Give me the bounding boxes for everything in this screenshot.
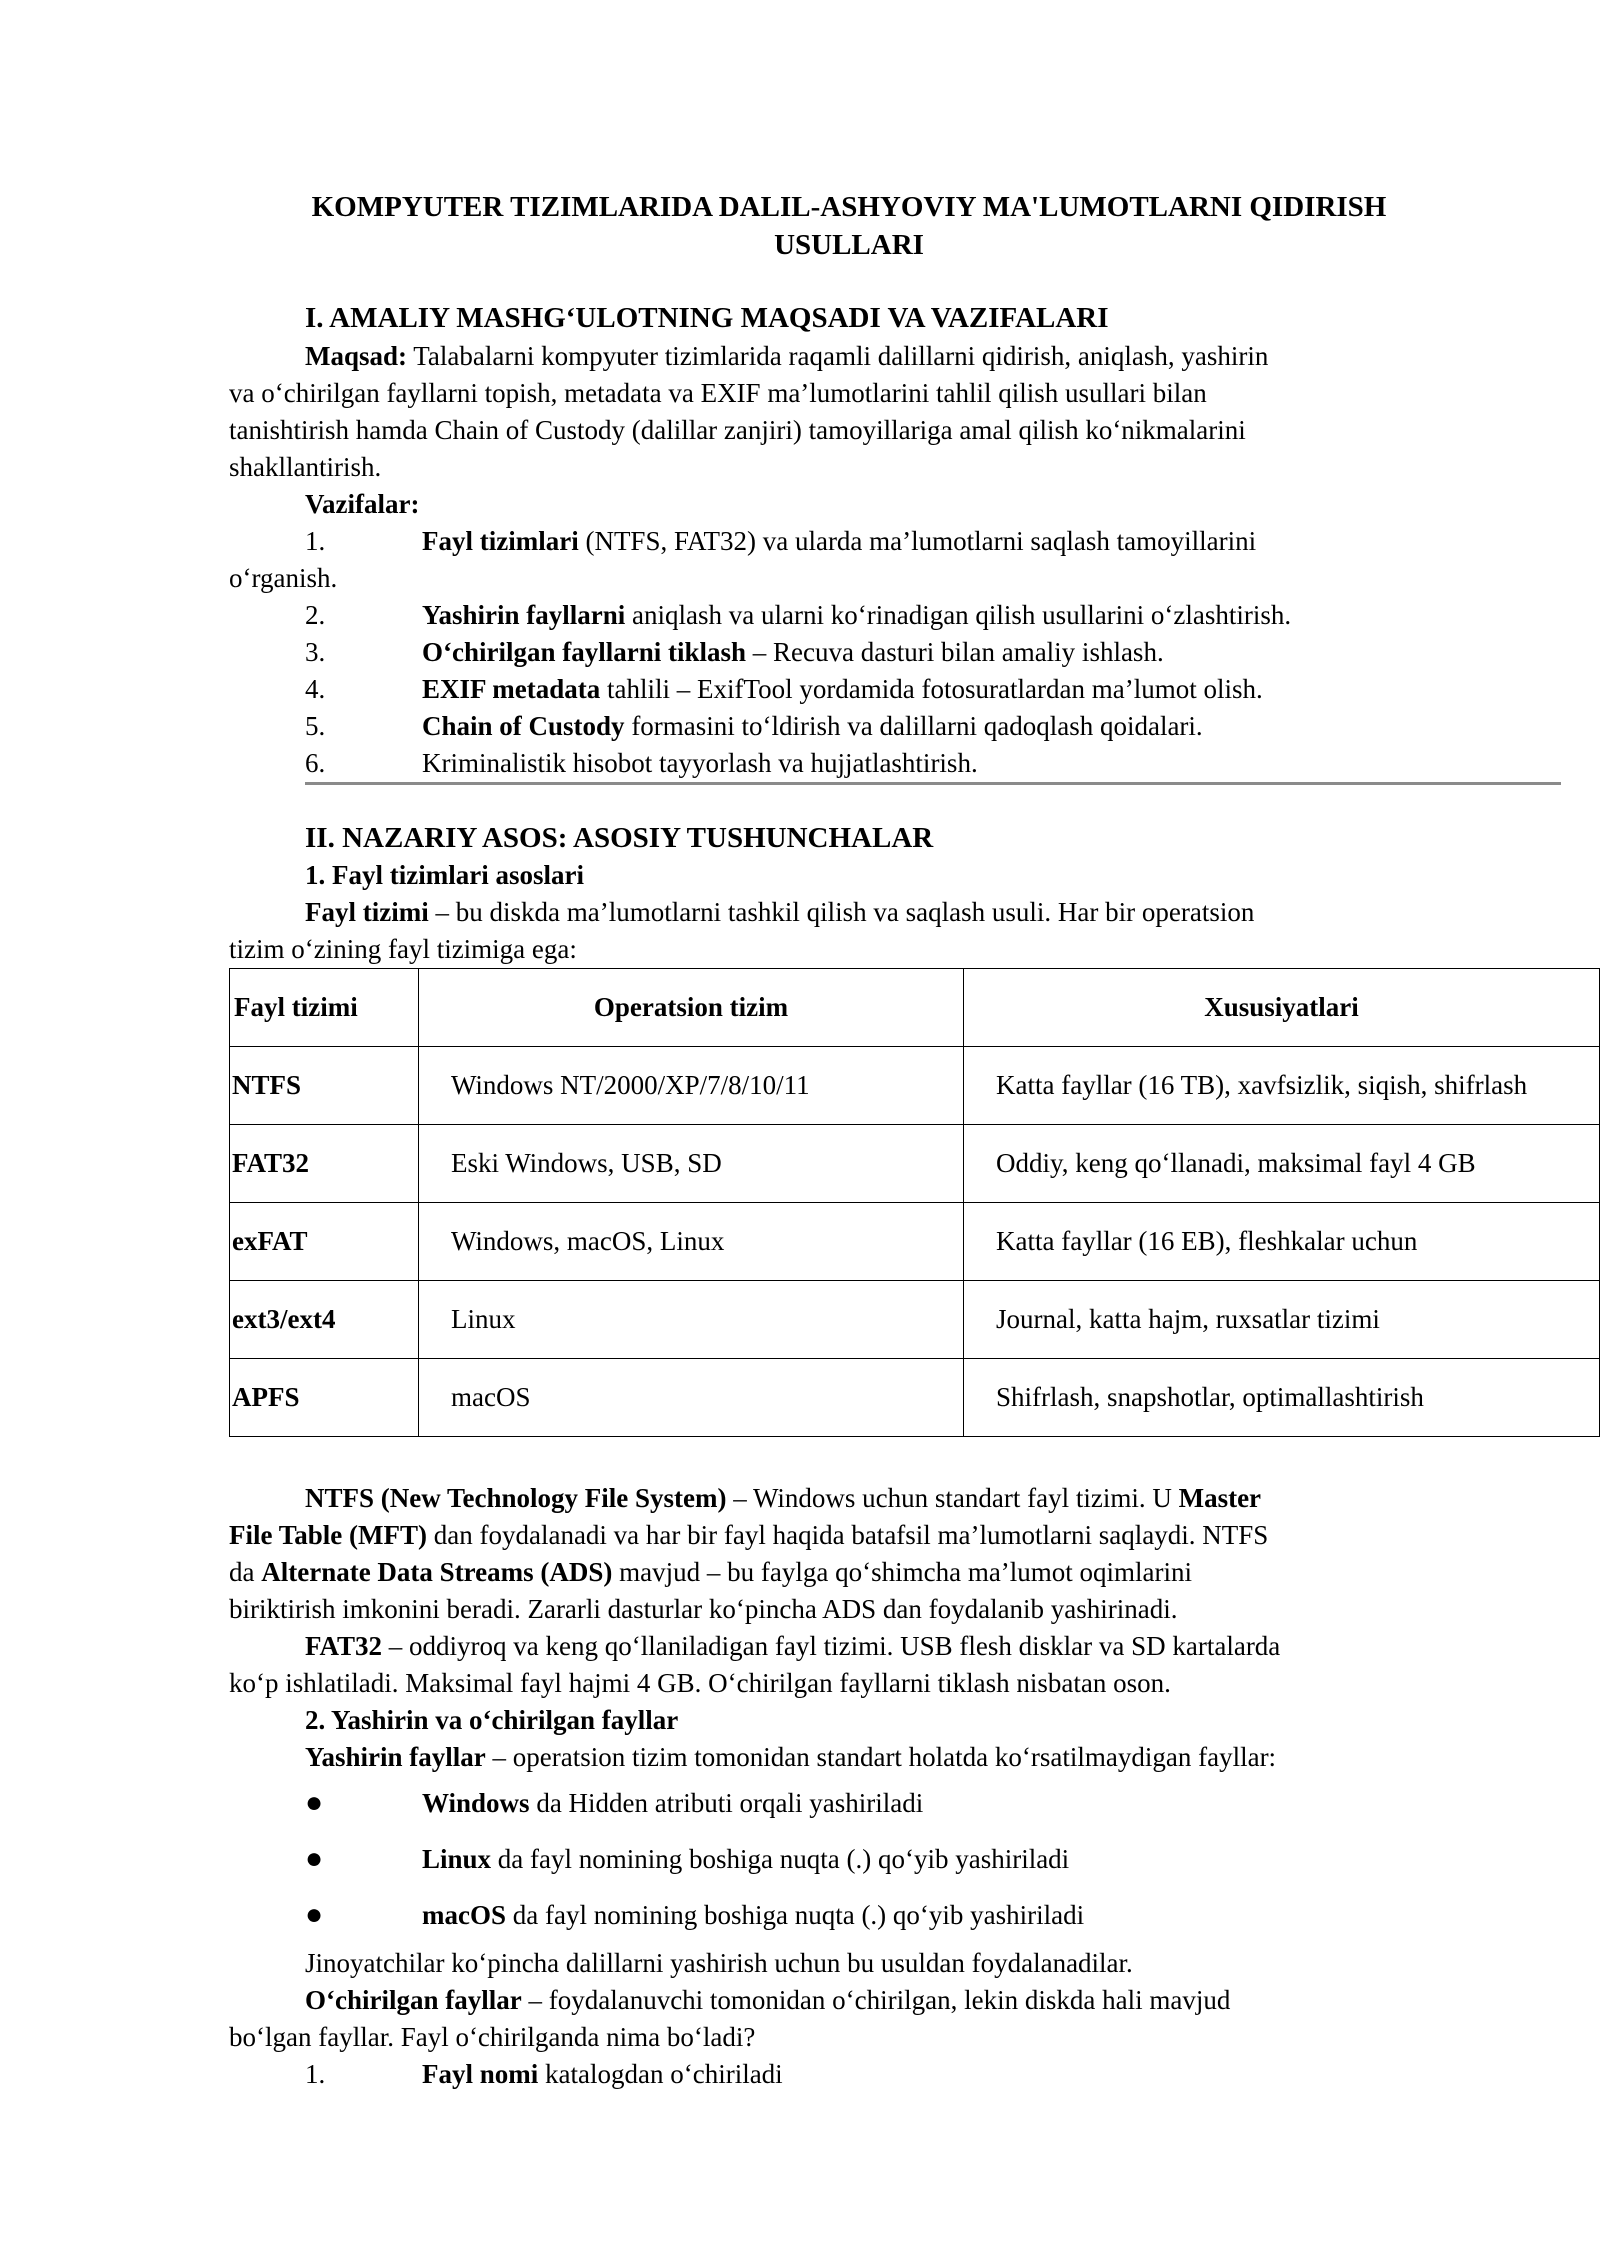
task-bold: Fayl tizimlari — [422, 526, 579, 556]
task-text: formasini to‘ldirish va dalillarni qadoqlash qoidalari. — [624, 711, 1203, 741]
tasks-label-text: Vazifalar: — [305, 489, 420, 519]
table-header-cell: Fayl tizimi — [230, 969, 419, 1047]
table-cell: NTFS — [230, 1047, 419, 1125]
table-cell: ext3/ext4 — [230, 1281, 419, 1359]
subsection-2-text: 2. Yashirin va o‘chirilgan fayllar — [305, 1705, 679, 1735]
goal-line-3: tanishtirish hamda Chain of Custody (dalillar zanjiri) tamoyillariga amal qilish ko‘nikmalarini — [229, 415, 1246, 445]
hidden-text: – operatsion tizim tomonidan standart holatda ko‘rsatilmaydigan fayllar: — [485, 1742, 1277, 1772]
table-cell: Journal, katta hajm, ruxsatlar tizimi — [964, 1281, 1600, 1359]
fat-bold: FAT32 — [305, 1631, 382, 1661]
ntfs-text: mavjud – bu faylga qo‘shimcha ma’lumot oqimlarini — [612, 1557, 1193, 1587]
deleted-line-2: bo‘lgan fayllar. Fayl o‘chirilganda nima bo‘ladi? — [229, 2022, 756, 2052]
table-cell: Katta fayllar (16 EB), fleshkalar uchun — [964, 1203, 1600, 1281]
bullet-icon: ● — [305, 1898, 324, 1931]
bullet-bold: Windows — [422, 1788, 530, 1818]
ntfs-bold: Master — [1178, 1483, 1262, 1513]
section-divider — [305, 782, 1561, 785]
table-cell: Oddiy, keng qo‘llanadi, maksimal fayl 4 GB — [964, 1125, 1600, 1203]
ntfs-bold: File Table (MFT) — [229, 1520, 427, 1550]
task-bold: EXIF metadata — [422, 674, 601, 704]
table-cell: exFAT — [230, 1203, 419, 1281]
step-text: katalogdan o‘chiriladi — [538, 2059, 783, 2089]
bullet-icon: ● — [305, 1842, 324, 1875]
fat-line-2: ko‘p ishlatiladi. Maksimal fayl hajmi 4 GB. O‘chirilgan fayllarni tiklash nisbatan oson. — [229, 1668, 1171, 1698]
bullet-bold: macOS — [422, 1900, 506, 1930]
bullet-item — [229, 1784, 1555, 1822]
ntfs-line-3 — [229, 1554, 1479, 1591]
goal-line-2: va o‘chirilgan fayllarni topish, metadata va EXIF ma’lumotlarini tahlil qilish usullari bilan — [229, 378, 1207, 408]
task-text: Kriminalistik hisobot tayyorlash va hujjatlashtirish. — [422, 748, 978, 778]
ntfs-bold: NTFS (New Technology File System) — [305, 1483, 727, 1513]
goal-label: Maqsad: — [305, 341, 408, 371]
subsection-1-text: 1. Fayl tizimlari asoslari — [305, 860, 584, 890]
goal-line-1 — [229, 338, 1555, 375]
task-bold: Yashirin fayllarni — [422, 600, 626, 630]
table-header-row — [230, 969, 1600, 1047]
table-cell: Windows NT/2000/XP/7/8/10/11 — [419, 1047, 964, 1125]
ntfs-line-4: biriktirish imkonini beradi. Zararli dasturlar ko‘pincha ADS dan foydalanib yashirinadi. — [229, 1594, 1178, 1624]
fs-intro-text: – bu diskda ma’lumotlarni tashkil qilish va saqlash usuli. Har bir operatsion — [428, 897, 1255, 927]
tasks-label — [229, 486, 1555, 523]
task-text: aniqlash va ularni ko‘rinadigan qilish usullarini o‘zlashtirish. — [625, 600, 1292, 630]
bullet-bold: Linux — [422, 1844, 492, 1874]
goal-line-4: shakllantirish. — [229, 452, 382, 482]
bullet-item — [229, 1840, 1555, 1878]
deleted-line-1 — [229, 1982, 1555, 2019]
ntfs-line-2 — [229, 1517, 1479, 1554]
ntfs-text: – Windows uchun standart fayl tizimi. U — [726, 1483, 1179, 1513]
table-cell: Katta fayllar (16 TB), xavfsizlik, siqish, shifrlash — [964, 1047, 1600, 1125]
table-cell: Windows, macOS, Linux — [419, 1203, 964, 1281]
task-bold: O‘chirilgan fayllarni tiklash — [422, 637, 747, 667]
table-header-cell: Xususiyatlari — [964, 969, 1600, 1047]
bullet-text: da fayl nomining boshiga nuqta (.) qo‘yib yashiriladi — [506, 1900, 1085, 1930]
title-line-2: USULLARI — [774, 229, 924, 261]
table-cell: macOS — [419, 1359, 964, 1437]
table-row — [230, 1281, 1600, 1359]
task-item — [229, 671, 1555, 708]
deleted-text: – foydalanuvchi tomonidan o‘chirilgan, lekin diskda hali mavjud — [521, 1985, 1231, 2015]
table-row — [230, 1125, 1600, 1203]
ntfs-text: da — [229, 1557, 262, 1587]
task-number: 2. — [305, 600, 326, 630]
task-text: (NTFS, FAT32) va ularda ma’lumotlarni saqlash tamoyillarini — [578, 526, 1257, 556]
table-header-cell: Operatsion tizim — [419, 969, 964, 1047]
task-continuation: o‘rganish. — [229, 563, 338, 593]
table-cell: APFS — [230, 1359, 419, 1437]
title-line-1: KOMPYUTER TIZIMLARIDA DALIL-ASHYOVIY MA'LUMOTLARNI QIDIRISH — [311, 191, 1387, 223]
bullet-icon: ● — [305, 1786, 324, 1819]
table-row — [230, 1047, 1600, 1125]
task-number: 5. — [305, 711, 326, 741]
task-item — [229, 523, 1555, 560]
bullet-item — [229, 1896, 1555, 1934]
hidden-files-line — [229, 1739, 1555, 1776]
section-1-heading: I. AMALIY MASHG‘ULOTNING MAQSADI VA VAZIFALARI — [305, 302, 1109, 334]
step-number: 1. — [305, 2059, 326, 2089]
table-cell: Eski Windows, USB, SD — [419, 1125, 964, 1203]
fat-line-1 — [229, 1628, 1555, 1665]
table-cell: Shifrlash, snapshotlar, optimallashtirish — [964, 1359, 1600, 1437]
step-bold: Fayl nomi — [422, 2059, 539, 2089]
table-row — [230, 1203, 1600, 1281]
fs-intro-line-1 — [229, 894, 1555, 931]
section-2-heading: II. NAZARIY ASOS: ASOSIY TUSHUNCHALAR — [305, 822, 934, 854]
fat-text: – oddiyroq va keng qo‘llaniladigan fayl tizimi. USB flesh disklar va SD kartalarda — [382, 1631, 1281, 1661]
ntfs-bold: Alternate Data Streams (ADS) — [261, 1557, 613, 1587]
task-text: tahlili – ExifTool yordamida fotosuratlardan ma’lumot olish. — [600, 674, 1263, 704]
task-number: 3. — [305, 637, 326, 667]
task-item — [229, 708, 1555, 745]
table-cell: Linux — [419, 1281, 964, 1359]
deleted-bold: O‘chirilgan fayllar — [305, 1985, 522, 2015]
fs-intro-line-2: tizim o‘zining fayl tizimiga ega: — [229, 934, 577, 964]
task-item — [229, 745, 1555, 782]
document-title — [229, 188, 1469, 264]
goal-text-1: Talabalarni kompyuter tizimlarida raqamli dalillarni qidirish, aniqlash, yashirin — [407, 341, 1269, 371]
task-item — [229, 597, 1555, 634]
ntfs-text: dan foydalanadi va har bir fayl haqida batafsil ma’lumotlarni saqlaydi. NTFS — [427, 1520, 1269, 1550]
fs-intro-bold: Fayl tizimi — [305, 897, 429, 927]
subsection-1-heading — [229, 857, 1555, 894]
table-row — [230, 1359, 1600, 1437]
subsection-2-heading — [229, 1702, 1555, 1739]
bullet-text: da Hidden atributi orqali yashiriladi — [529, 1788, 924, 1818]
hidden-bold: Yashirin fayllar — [305, 1742, 486, 1772]
task-text: – Recuva dasturi bilan amaliy ishlash. — [746, 637, 1164, 667]
task-number: 1. — [305, 526, 326, 556]
file-systems-table — [229, 968, 1600, 1437]
task-number: 4. — [305, 674, 326, 704]
ntfs-line-1 — [229, 1480, 1555, 1517]
criminals-line: Jinoyatchilar ko‘pincha dalillarni yashirish uchun bu usuldan foydalanadilar. — [305, 1948, 1133, 1978]
task-bold: Chain of Custody — [422, 711, 625, 741]
task-number: 6. — [305, 748, 326, 778]
table-cell: FAT32 — [230, 1125, 419, 1203]
bullet-text: da fayl nomining boshiga nuqta (.) qo‘yib yashiriladi — [491, 1844, 1070, 1874]
task-item — [229, 634, 1555, 671]
step-item — [229, 2056, 1555, 2093]
